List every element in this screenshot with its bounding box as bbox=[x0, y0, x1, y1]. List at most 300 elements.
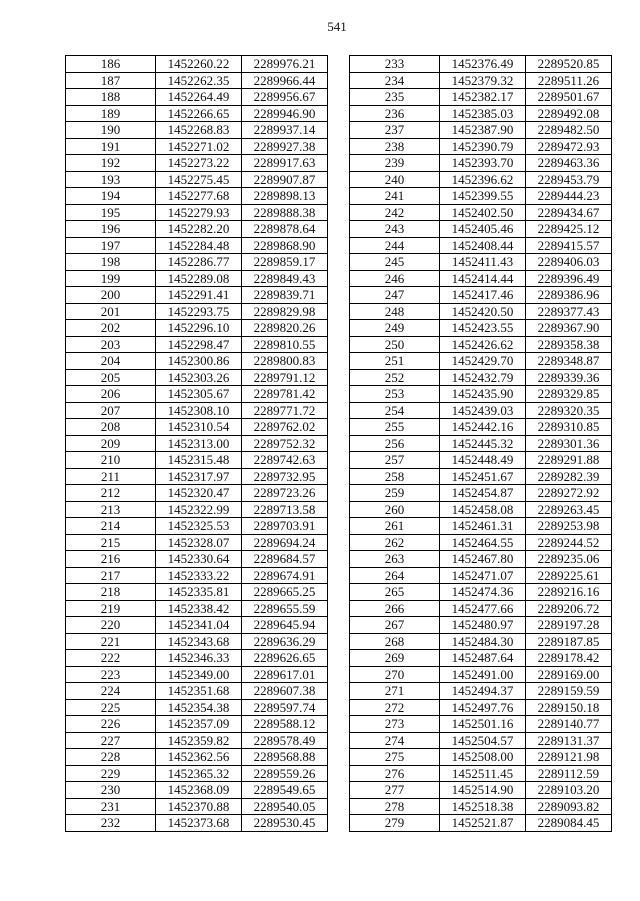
point-number: 258 bbox=[350, 468, 440, 485]
table-row bbox=[66, 237, 328, 254]
y-coordinate: 2289320.35 bbox=[526, 402, 612, 419]
y-coordinate: 2289549.65 bbox=[242, 782, 328, 799]
point-number: 256 bbox=[350, 435, 440, 452]
y-coordinate: 2289197.28 bbox=[526, 617, 612, 634]
table-row bbox=[66, 452, 328, 469]
x-coordinate: 1452467.80 bbox=[440, 551, 526, 568]
point-number: 241 bbox=[350, 188, 440, 205]
point-number: 257 bbox=[350, 452, 440, 469]
point-number: 271 bbox=[350, 683, 440, 700]
table-row bbox=[350, 452, 612, 469]
y-coordinate: 2289187.85 bbox=[526, 633, 612, 650]
table-row bbox=[350, 353, 612, 370]
y-coordinate: 2289868.90 bbox=[242, 237, 328, 254]
table-row bbox=[350, 633, 612, 650]
table-row bbox=[66, 567, 328, 584]
x-coordinate: 1452501.16 bbox=[440, 716, 526, 733]
x-coordinate: 1452351.68 bbox=[156, 683, 242, 700]
y-coordinate: 2289206.72 bbox=[526, 600, 612, 617]
table-row bbox=[66, 320, 328, 337]
table-row bbox=[350, 666, 612, 683]
x-coordinate: 1452504.57 bbox=[440, 732, 526, 749]
x-coordinate: 1452399.55 bbox=[440, 188, 526, 205]
y-coordinate: 2289396.49 bbox=[526, 270, 612, 287]
table-row bbox=[66, 551, 328, 568]
x-coordinate: 1452264.49 bbox=[156, 89, 242, 106]
table-row bbox=[350, 534, 612, 551]
x-coordinate: 1452432.79 bbox=[440, 369, 526, 386]
y-coordinate: 2289617.01 bbox=[242, 666, 328, 683]
y-coordinate: 2289235.06 bbox=[526, 551, 612, 568]
x-coordinate: 1452341.04 bbox=[156, 617, 242, 634]
point-number: 262 bbox=[350, 534, 440, 551]
y-coordinate: 2289463.36 bbox=[526, 155, 612, 172]
table-row bbox=[350, 336, 612, 353]
x-coordinate: 1452293.75 bbox=[156, 303, 242, 320]
table-row bbox=[350, 518, 612, 535]
y-coordinate: 2289263.45 bbox=[526, 501, 612, 518]
point-number: 268 bbox=[350, 633, 440, 650]
y-coordinate: 2289159.59 bbox=[526, 683, 612, 700]
point-number: 253 bbox=[350, 386, 440, 403]
point-number: 246 bbox=[350, 270, 440, 287]
point-number: 218 bbox=[66, 584, 156, 601]
x-coordinate: 1452343.68 bbox=[156, 633, 242, 650]
point-number: 263 bbox=[350, 551, 440, 568]
y-coordinate: 2289282.39 bbox=[526, 468, 612, 485]
point-number: 222 bbox=[66, 650, 156, 667]
point-number: 261 bbox=[350, 518, 440, 535]
y-coordinate: 2289829.98 bbox=[242, 303, 328, 320]
x-coordinate: 1452346.33 bbox=[156, 650, 242, 667]
point-number: 191 bbox=[66, 138, 156, 155]
y-coordinate: 2289607.38 bbox=[242, 683, 328, 700]
y-coordinate: 2289253.98 bbox=[526, 518, 612, 535]
table-row bbox=[350, 617, 612, 634]
x-coordinate: 1452390.79 bbox=[440, 138, 526, 155]
point-number: 248 bbox=[350, 303, 440, 320]
y-coordinate: 2289723.26 bbox=[242, 485, 328, 502]
y-coordinate: 2289216.16 bbox=[526, 584, 612, 601]
x-coordinate: 1452282.20 bbox=[156, 221, 242, 238]
table-row bbox=[66, 105, 328, 122]
point-number: 219 bbox=[66, 600, 156, 617]
table-row bbox=[66, 270, 328, 287]
coordinates-table-left bbox=[65, 55, 328, 832]
y-coordinate: 2289937.14 bbox=[242, 122, 328, 139]
y-coordinate: 2289084.45 bbox=[526, 815, 612, 832]
point-number: 236 bbox=[350, 105, 440, 122]
point-number: 227 bbox=[66, 732, 156, 749]
point-number: 220 bbox=[66, 617, 156, 634]
point-number: 214 bbox=[66, 518, 156, 535]
table-row bbox=[66, 699, 328, 716]
table-row bbox=[66, 287, 328, 304]
x-coordinate: 1452451.67 bbox=[440, 468, 526, 485]
y-coordinate: 2289425.12 bbox=[526, 221, 612, 238]
table-row bbox=[66, 353, 328, 370]
x-coordinate: 1452262.35 bbox=[156, 72, 242, 89]
point-number: 279 bbox=[350, 815, 440, 832]
table-row bbox=[66, 468, 328, 485]
point-number: 272 bbox=[350, 699, 440, 716]
table-row bbox=[66, 138, 328, 155]
table-row bbox=[350, 320, 612, 337]
x-coordinate: 1452303.26 bbox=[156, 369, 242, 386]
y-coordinate: 2289540.05 bbox=[242, 798, 328, 815]
point-number: 251 bbox=[350, 353, 440, 370]
y-coordinate: 2289520.85 bbox=[526, 56, 612, 73]
point-number: 195 bbox=[66, 204, 156, 221]
table-row bbox=[350, 303, 612, 320]
x-coordinate: 1452266.65 bbox=[156, 105, 242, 122]
table-row bbox=[66, 221, 328, 238]
y-coordinate: 2289511.26 bbox=[526, 72, 612, 89]
point-number: 242 bbox=[350, 204, 440, 221]
x-coordinate: 1452471.07 bbox=[440, 567, 526, 584]
y-coordinate: 2289472.93 bbox=[526, 138, 612, 155]
table-row bbox=[66, 204, 328, 221]
point-number: 274 bbox=[350, 732, 440, 749]
coordinates-table-body bbox=[66, 56, 328, 832]
x-coordinate: 1452365.32 bbox=[156, 765, 242, 782]
table-row bbox=[66, 303, 328, 320]
point-number: 276 bbox=[350, 765, 440, 782]
x-coordinate: 1452291.41 bbox=[156, 287, 242, 304]
y-coordinate: 2289771.72 bbox=[242, 402, 328, 419]
x-coordinate: 1452484.30 bbox=[440, 633, 526, 650]
point-number: 190 bbox=[66, 122, 156, 139]
x-coordinate: 1452277.68 bbox=[156, 188, 242, 205]
x-coordinate: 1452289.08 bbox=[156, 270, 242, 287]
table-row bbox=[350, 122, 612, 139]
y-coordinate: 2289966.44 bbox=[242, 72, 328, 89]
table-row bbox=[350, 221, 612, 238]
x-coordinate: 1452508.00 bbox=[440, 749, 526, 766]
point-number: 196 bbox=[66, 221, 156, 238]
point-number: 221 bbox=[66, 633, 156, 650]
y-coordinate: 2289946.90 bbox=[242, 105, 328, 122]
point-number: 217 bbox=[66, 567, 156, 584]
point-number: 255 bbox=[350, 419, 440, 436]
x-coordinate: 1452393.70 bbox=[440, 155, 526, 172]
x-coordinate: 1452325.53 bbox=[156, 518, 242, 535]
table-row bbox=[350, 551, 612, 568]
x-coordinate: 1452317.97 bbox=[156, 468, 242, 485]
table-row bbox=[66, 402, 328, 419]
x-coordinate: 1452330.64 bbox=[156, 551, 242, 568]
table-row bbox=[66, 518, 328, 535]
table-row bbox=[350, 369, 612, 386]
y-coordinate: 2289150.18 bbox=[526, 699, 612, 716]
x-coordinate: 1452268.83 bbox=[156, 122, 242, 139]
y-coordinate: 2289301.36 bbox=[526, 435, 612, 452]
y-coordinate: 2289684.57 bbox=[242, 551, 328, 568]
point-number: 254 bbox=[350, 402, 440, 419]
point-number: 225 bbox=[66, 699, 156, 716]
table-row bbox=[350, 798, 612, 815]
x-coordinate: 1452354.38 bbox=[156, 699, 242, 716]
table-row bbox=[350, 56, 612, 73]
y-coordinate: 2289377.43 bbox=[526, 303, 612, 320]
x-coordinate: 1452279.93 bbox=[156, 204, 242, 221]
table-row bbox=[350, 567, 612, 584]
table-row bbox=[350, 468, 612, 485]
point-number: 252 bbox=[350, 369, 440, 386]
y-coordinate: 2289956.67 bbox=[242, 89, 328, 106]
y-coordinate: 2289492.08 bbox=[526, 105, 612, 122]
x-coordinate: 1452405.46 bbox=[440, 221, 526, 238]
y-coordinate: 2289781.42 bbox=[242, 386, 328, 403]
point-number: 208 bbox=[66, 419, 156, 436]
x-coordinate: 1452435.90 bbox=[440, 386, 526, 403]
table-row bbox=[66, 666, 328, 683]
y-coordinate: 2289339.36 bbox=[526, 369, 612, 386]
point-number: 193 bbox=[66, 171, 156, 188]
y-coordinate: 2289272.92 bbox=[526, 485, 612, 502]
x-coordinate: 1452442.16 bbox=[440, 419, 526, 436]
y-coordinate: 2289358.38 bbox=[526, 336, 612, 353]
y-coordinate: 2289367.90 bbox=[526, 320, 612, 337]
table-row bbox=[350, 650, 612, 667]
y-coordinate: 2289645.94 bbox=[242, 617, 328, 634]
table-row bbox=[66, 584, 328, 601]
table-row bbox=[350, 237, 612, 254]
table-row bbox=[350, 72, 612, 89]
x-coordinate: 1452338.42 bbox=[156, 600, 242, 617]
table-row bbox=[350, 485, 612, 502]
table-row bbox=[350, 419, 612, 436]
table-row bbox=[350, 402, 612, 419]
table-row bbox=[66, 683, 328, 700]
point-number: 270 bbox=[350, 666, 440, 683]
y-coordinate: 2289140.77 bbox=[526, 716, 612, 733]
y-coordinate: 2289482.50 bbox=[526, 122, 612, 139]
point-number: 245 bbox=[350, 254, 440, 271]
point-number: 237 bbox=[350, 122, 440, 139]
x-coordinate: 1452320.47 bbox=[156, 485, 242, 502]
x-coordinate: 1452445.32 bbox=[440, 435, 526, 452]
x-coordinate: 1452271.02 bbox=[156, 138, 242, 155]
table-row bbox=[350, 435, 612, 452]
x-coordinate: 1452313.00 bbox=[156, 435, 242, 452]
y-coordinate: 2289810.55 bbox=[242, 336, 328, 353]
x-coordinate: 1452305.67 bbox=[156, 386, 242, 403]
point-number: 277 bbox=[350, 782, 440, 799]
point-number: 189 bbox=[66, 105, 156, 122]
point-number: 210 bbox=[66, 452, 156, 469]
point-number: 234 bbox=[350, 72, 440, 89]
point-number: 247 bbox=[350, 287, 440, 304]
table-row bbox=[350, 815, 612, 832]
y-coordinate: 2289329.85 bbox=[526, 386, 612, 403]
y-coordinate: 2289791.12 bbox=[242, 369, 328, 386]
point-number: 228 bbox=[66, 749, 156, 766]
x-coordinate: 1452335.81 bbox=[156, 584, 242, 601]
x-coordinate: 1452315.48 bbox=[156, 452, 242, 469]
table-row bbox=[350, 171, 612, 188]
y-coordinate: 2289578.49 bbox=[242, 732, 328, 749]
y-coordinate: 2289800.83 bbox=[242, 353, 328, 370]
y-coordinate: 2289386.96 bbox=[526, 287, 612, 304]
table-row bbox=[350, 270, 612, 287]
point-number: 250 bbox=[350, 336, 440, 353]
point-number: 200 bbox=[66, 287, 156, 304]
point-number: 203 bbox=[66, 336, 156, 353]
x-coordinate: 1452382.17 bbox=[440, 89, 526, 106]
point-number: 212 bbox=[66, 485, 156, 502]
x-coordinate: 1452426.62 bbox=[440, 336, 526, 353]
point-number: 226 bbox=[66, 716, 156, 733]
point-number: 211 bbox=[66, 468, 156, 485]
y-coordinate: 2289530.45 bbox=[242, 815, 328, 832]
point-number: 231 bbox=[66, 798, 156, 815]
x-coordinate: 1452464.55 bbox=[440, 534, 526, 551]
y-coordinate: 2289674.91 bbox=[242, 567, 328, 584]
point-number: 243 bbox=[350, 221, 440, 238]
y-coordinate: 2289415.57 bbox=[526, 237, 612, 254]
y-coordinate: 2289169.00 bbox=[526, 666, 612, 683]
point-number: 223 bbox=[66, 666, 156, 683]
y-coordinate: 2289626.65 bbox=[242, 650, 328, 667]
point-number: 273 bbox=[350, 716, 440, 733]
table-row bbox=[350, 600, 612, 617]
x-coordinate: 1452300.86 bbox=[156, 353, 242, 370]
point-number: 215 bbox=[66, 534, 156, 551]
x-coordinate: 1452448.49 bbox=[440, 452, 526, 469]
x-coordinate: 1452518.38 bbox=[440, 798, 526, 815]
y-coordinate: 2289742.63 bbox=[242, 452, 328, 469]
x-coordinate: 1452514.90 bbox=[440, 782, 526, 799]
point-number: 229 bbox=[66, 765, 156, 782]
x-coordinate: 1452328.07 bbox=[156, 534, 242, 551]
x-coordinate: 1452411.43 bbox=[440, 254, 526, 271]
y-coordinate: 2289121.98 bbox=[526, 749, 612, 766]
point-number: 275 bbox=[350, 749, 440, 766]
y-coordinate: 2289444.23 bbox=[526, 188, 612, 205]
y-coordinate: 2289434.67 bbox=[526, 204, 612, 221]
x-coordinate: 1452333.22 bbox=[156, 567, 242, 584]
point-number: 264 bbox=[350, 567, 440, 584]
y-coordinate: 2289568.88 bbox=[242, 749, 328, 766]
point-number: 266 bbox=[350, 600, 440, 617]
point-number: 230 bbox=[66, 782, 156, 799]
table-row bbox=[66, 56, 328, 73]
y-coordinate: 2289112.59 bbox=[526, 765, 612, 782]
point-number: 232 bbox=[66, 815, 156, 832]
point-number: 201 bbox=[66, 303, 156, 320]
table-row bbox=[350, 287, 612, 304]
table-row bbox=[350, 765, 612, 782]
x-coordinate: 1452480.97 bbox=[440, 617, 526, 634]
x-coordinate: 1452387.90 bbox=[440, 122, 526, 139]
y-coordinate: 2289559.26 bbox=[242, 765, 328, 782]
y-coordinate: 2289178.42 bbox=[526, 650, 612, 667]
x-coordinate: 1452284.48 bbox=[156, 237, 242, 254]
table-row bbox=[350, 749, 612, 766]
table-row bbox=[350, 254, 612, 271]
point-number: 260 bbox=[350, 501, 440, 518]
point-number: 186 bbox=[66, 56, 156, 73]
y-coordinate: 2289713.58 bbox=[242, 501, 328, 518]
y-coordinate: 2289694.24 bbox=[242, 534, 328, 551]
x-coordinate: 1452461.31 bbox=[440, 518, 526, 535]
x-coordinate: 1452497.76 bbox=[440, 699, 526, 716]
coordinates-table-body bbox=[350, 56, 612, 832]
table-row bbox=[350, 683, 612, 700]
y-coordinate: 2289732.95 bbox=[242, 468, 328, 485]
y-coordinate: 2289888.38 bbox=[242, 204, 328, 221]
x-coordinate: 1452379.32 bbox=[440, 72, 526, 89]
x-coordinate: 1452370.88 bbox=[156, 798, 242, 815]
y-coordinate: 2289849.43 bbox=[242, 270, 328, 287]
x-coordinate: 1452521.87 bbox=[440, 815, 526, 832]
page-number: 541 bbox=[327, 19, 347, 34]
y-coordinate: 2289898.13 bbox=[242, 188, 328, 205]
table-row bbox=[66, 72, 328, 89]
y-coordinate: 2289453.79 bbox=[526, 171, 612, 188]
coordinates-table-right bbox=[349, 55, 612, 832]
y-coordinate: 2289131.37 bbox=[526, 732, 612, 749]
x-coordinate: 1452458.08 bbox=[440, 501, 526, 518]
x-coordinate: 1452373.68 bbox=[156, 815, 242, 832]
point-number: 239 bbox=[350, 155, 440, 172]
y-coordinate: 2289597.74 bbox=[242, 699, 328, 716]
table-row bbox=[66, 89, 328, 106]
table-row bbox=[66, 501, 328, 518]
x-coordinate: 1452296.10 bbox=[156, 320, 242, 337]
table-row bbox=[350, 699, 612, 716]
y-coordinate: 2289820.26 bbox=[242, 320, 328, 337]
table-row bbox=[66, 155, 328, 172]
table-row bbox=[66, 534, 328, 551]
table-row bbox=[66, 122, 328, 139]
table-row bbox=[350, 584, 612, 601]
point-number: 194 bbox=[66, 188, 156, 205]
point-number: 192 bbox=[66, 155, 156, 172]
point-number: 235 bbox=[350, 89, 440, 106]
point-number: 278 bbox=[350, 798, 440, 815]
table-row bbox=[66, 765, 328, 782]
x-coordinate: 1452310.54 bbox=[156, 419, 242, 436]
table-row bbox=[66, 798, 328, 815]
point-number: 202 bbox=[66, 320, 156, 337]
x-coordinate: 1452474.36 bbox=[440, 584, 526, 601]
point-number: 206 bbox=[66, 386, 156, 403]
y-coordinate: 2289917.63 bbox=[242, 155, 328, 172]
table-row bbox=[66, 782, 328, 799]
y-coordinate: 2289406.03 bbox=[526, 254, 612, 271]
table-row bbox=[350, 716, 612, 733]
table-row bbox=[66, 188, 328, 205]
x-coordinate: 1452275.45 bbox=[156, 171, 242, 188]
y-coordinate: 2289927.38 bbox=[242, 138, 328, 155]
point-number: 205 bbox=[66, 369, 156, 386]
y-coordinate: 2289976.21 bbox=[242, 56, 328, 73]
table-row bbox=[350, 732, 612, 749]
y-coordinate: 2289348.87 bbox=[526, 353, 612, 370]
y-coordinate: 2289291.88 bbox=[526, 452, 612, 469]
x-coordinate: 1452511.45 bbox=[440, 765, 526, 782]
point-number: 238 bbox=[350, 138, 440, 155]
table-row bbox=[66, 419, 328, 436]
y-coordinate: 2289501.67 bbox=[526, 89, 612, 106]
x-coordinate: 1452298.47 bbox=[156, 336, 242, 353]
table-row bbox=[66, 485, 328, 502]
x-coordinate: 1452273.22 bbox=[156, 155, 242, 172]
point-number: 233 bbox=[350, 56, 440, 73]
table-row bbox=[66, 617, 328, 634]
